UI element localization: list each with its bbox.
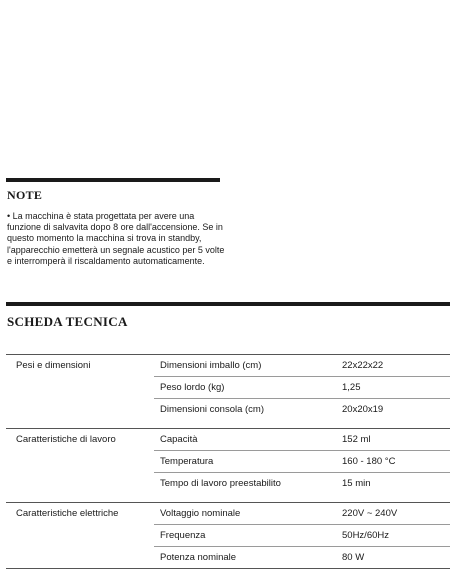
spec-value: 50Hz/60Hz xyxy=(342,530,389,541)
spec-row xyxy=(154,503,450,525)
spec-row xyxy=(154,355,450,377)
note-text: • La macchina è stata progettata per avere una funzione di salvavita dopo 8 ore dall'accensione. Se in questo momento la macchina si trova in standby, l'apparecchio emetterà un segnale acustico per 5 volte e interromperà il riscaldamento automaticamente. xyxy=(7,211,225,266)
spec-value: 15 min xyxy=(342,478,371,489)
spec-row xyxy=(154,473,450,494)
spec-value: 152 ml xyxy=(342,434,371,445)
spec-value: 220V ~ 240V xyxy=(342,508,398,519)
spec-table xyxy=(6,354,450,569)
note-divider xyxy=(6,178,220,182)
spec-group-pesi xyxy=(6,354,450,420)
spec-name: Dimensioni consola (cm) xyxy=(160,404,265,415)
scheda-heading: SCHEDA TECNICA xyxy=(7,314,128,329)
spec-group-lavoro xyxy=(6,428,450,494)
group-spacer xyxy=(6,494,450,502)
spec-value: 22x22x22 xyxy=(342,360,384,371)
spec-value: 160 - 180 °C xyxy=(342,456,396,467)
spec-value: 1,25 xyxy=(342,382,361,393)
spec-row xyxy=(154,429,450,451)
spec-group-label: Caratteristiche di lavoro xyxy=(16,434,116,445)
spec-row xyxy=(154,547,450,568)
spec-row xyxy=(154,451,450,473)
spec-row xyxy=(154,377,450,399)
table-bottom-rule xyxy=(6,568,450,569)
spec-name: Voltaggio nominale xyxy=(160,508,241,519)
group-spacer xyxy=(6,420,450,428)
spec-row xyxy=(154,399,450,420)
spec-name: Potenza nominale xyxy=(160,552,237,563)
spec-name: Temperatura xyxy=(160,456,214,467)
scheda-divider xyxy=(6,302,450,306)
note-heading: NOTE xyxy=(7,188,43,202)
spec-group-label: Pesi e dimensioni xyxy=(16,360,91,371)
spec-value: 20x20x19 xyxy=(342,404,384,415)
spec-name: Peso lordo (kg) xyxy=(160,382,225,393)
spec-name: Tempo di lavoro preestabilito xyxy=(160,478,281,489)
spec-group-elettriche xyxy=(6,502,450,568)
spec-name: Dimensioni imballo (cm) xyxy=(160,360,262,371)
spec-name: Capacità xyxy=(160,434,198,445)
spec-value: 80 W xyxy=(342,552,365,563)
spec-row xyxy=(154,525,450,547)
spec-name: Frequenza xyxy=(160,530,206,541)
spec-group-label: Caratteristiche elettriche xyxy=(16,508,119,519)
